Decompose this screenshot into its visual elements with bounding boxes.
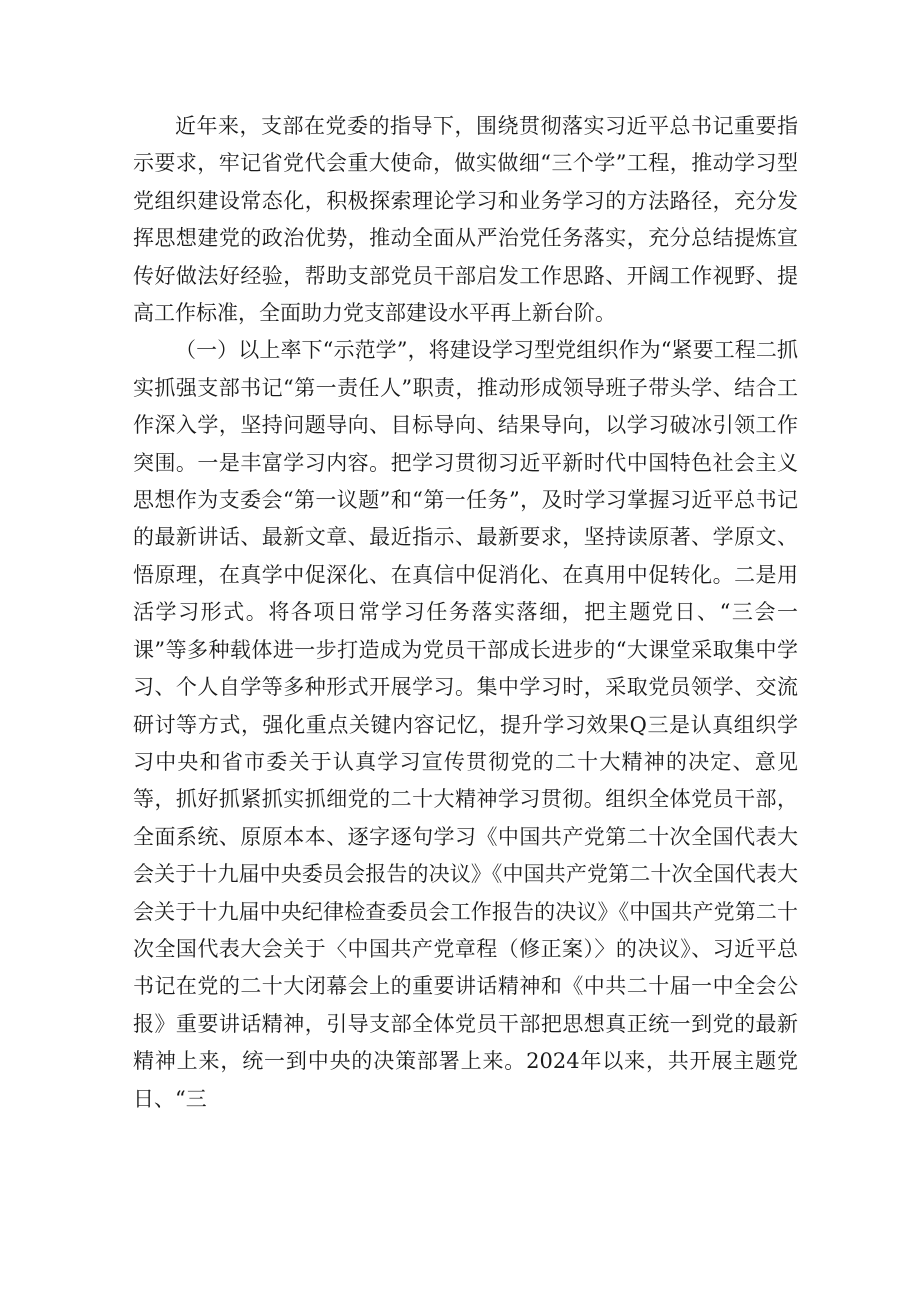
paragraph-intro: 近年来，支部在党委的指导下，围绕贯彻落实习近平总书记重要指示要求，牢记省党代会重大使命，做实做细“三个学”工程，推动学习型党组织建设常态化，积极探索理论学习和业务学习的方法路径，充分发挥思想建党的政治优势，推动全面从严治党任务落实，充分总结提炼宣传好做法好经验，帮助支部党员干部启发工作思路、开阔工作视野、提高工作标准，全面助力党支部建设水平再上新台阶。 [133, 114, 798, 326]
paragraph-section-one: （一）以上率下“示范学”，将建设学习型党组织作为“紧要工程二抓实抓强支部书记“第一责任人”职责，推动形成领导班子带头学、结合工作深入学，坚持问题导向、目标导向、结果导向，以学习破冰引领工作突围。一是丰富学习内容。把学习贯彻习近平新时代中国特色社会主义思想作为支委会“第一议题”和“第一任务”，及时学习掌握习近平总书记的最新讲话、最新文章、最近指示、最新要求，坚持读原著、学原文、悟原理，在真学中促深化、在真信中促消化、在真用中促转化。二是用活学习形式。将各项日常学习任务落实落细，把主题党日、“三会一课”等多种载体进一步打造成为党员干部成长进步的“大课堂采取集中学习、个人自学等多种形式开展学习。集中学习时，采取党员领学、交流研讨等方式，强化重点关键内容记忆，提升学习效果Q三是认真组织学习中央和省市委关于认真学习宣传贯彻党的二十大精神的决定、意见等，抓好抓紧抓实抓细党的二十大精神学习贯彻。组织全体党员干部，全面系统、原原本本、逐字逐句学习《中国共产党第二十次全国代表大会关于十九届中央委员会报告的决议》《中国共产党第二十次全国代表大会关于十九届中央纪律检查委员会工作报告的决议》《中国共产党第二十次全国代表大会关于〈中国共产党章程（修正案）〉的决议》、习近平总书记在党的二十大闭幕会上的重要讲话精神和《中共二十届一中全会公报》重要讲话精神，引导支部全体党员干部把思想真正统一到党的最新精神上来，统一到中央的决策部署上来。2024年以来，共开展主题党日、“三 [133, 338, 798, 1111]
document-body [133, 108, 798, 1118]
